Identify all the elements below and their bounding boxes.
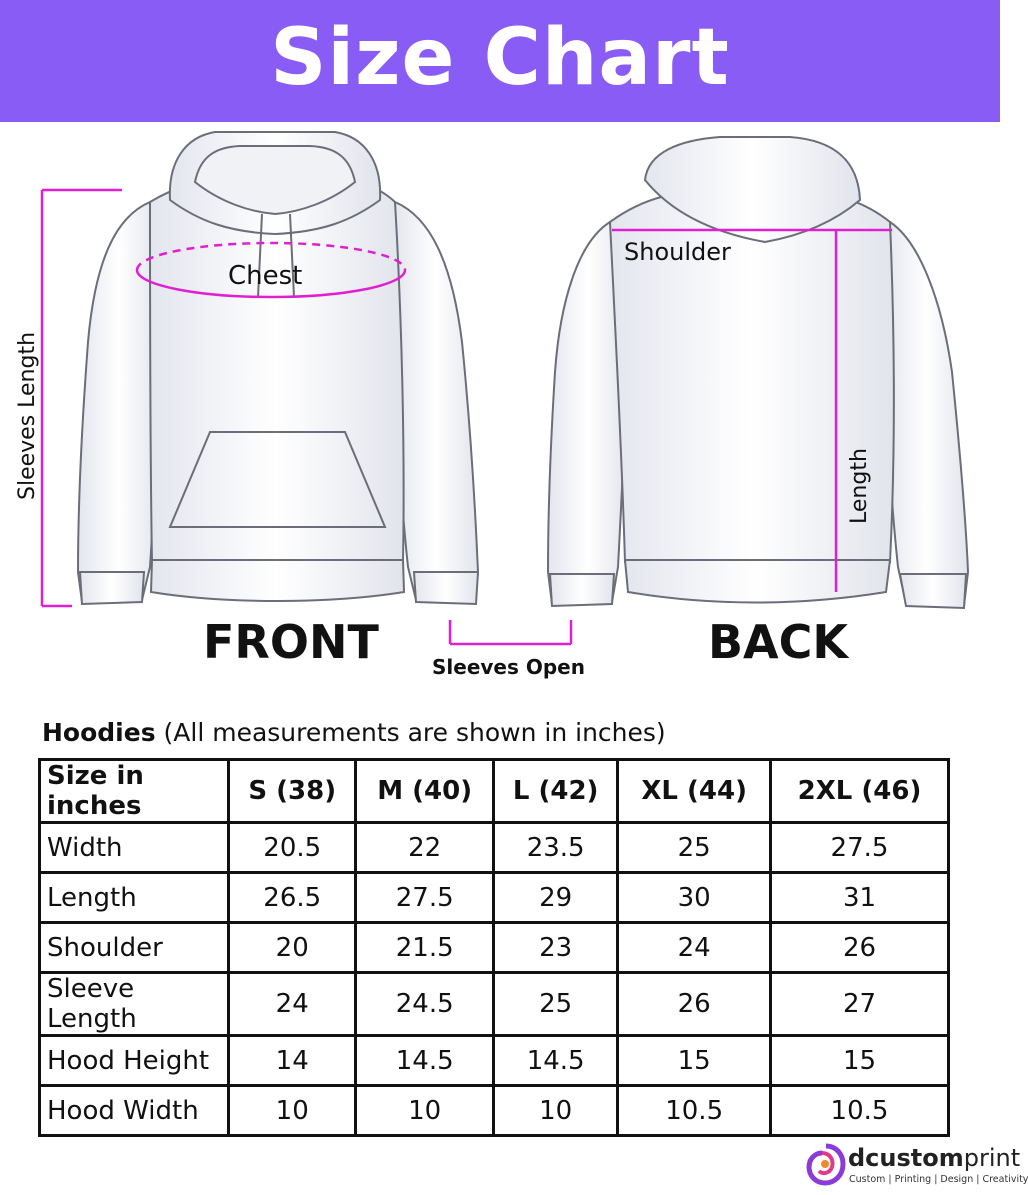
table-cell: 10 (493, 1086, 617, 1136)
column-header: XL (44) (618, 760, 771, 823)
table-row (40, 923, 949, 973)
table-cell: 30 (618, 873, 771, 923)
sleeves-open-label: Sleeves Open (432, 655, 585, 679)
brand-name-light: print (963, 1144, 1021, 1172)
brand-name-bold: dcustom (848, 1144, 964, 1172)
table-cell: 15 (770, 1036, 948, 1086)
table-cell: 10.5 (770, 1086, 948, 1136)
brand-name (848, 1144, 1020, 1172)
table-cell: 27.5 (770, 823, 948, 873)
table-cell: 24 (229, 973, 356, 1036)
table-cell: 14 (229, 1036, 356, 1086)
row-label: Length (40, 873, 229, 923)
caption-note: (All measurements are shown in inches) (155, 718, 666, 747)
hoodie-diagram (0, 122, 1000, 692)
table-cell: 27.5 (356, 873, 493, 923)
table-cell: 25 (618, 823, 771, 873)
column-header: M (40) (356, 760, 493, 823)
table-cell: 15 (618, 1036, 771, 1086)
brand-logo (806, 1140, 1028, 1190)
column-header: L (42) (493, 760, 617, 823)
caption-product: Hoodies (42, 718, 156, 747)
table-header-row (40, 760, 949, 823)
table-cell: 14.5 (493, 1036, 617, 1086)
back-label: BACK (708, 615, 849, 669)
table-cell: 23 (493, 923, 617, 973)
chest-label: Chest (228, 261, 303, 291)
table-cell: 26 (770, 923, 948, 973)
column-header: 2XL (46) (770, 760, 948, 823)
table-cell: 22 (356, 823, 493, 873)
table-cell: 21.5 (356, 923, 493, 973)
table-cell: 20 (229, 923, 356, 973)
row-label: Sleeve Length (40, 973, 229, 1036)
table-cell: 10 (356, 1086, 493, 1136)
table-cell: 31 (770, 873, 948, 923)
page-title: Size Chart (270, 13, 730, 103)
table-cell: 10 (229, 1086, 356, 1136)
table-cell: 29 (493, 873, 617, 923)
length-label: Length (847, 448, 872, 524)
row-label: Shoulder (40, 923, 229, 973)
front-label: FRONT (203, 615, 379, 669)
table-row (40, 823, 949, 873)
row-label: Hood Width (40, 1086, 229, 1136)
table-row (40, 1036, 949, 1086)
table-caption (42, 718, 666, 747)
table-row (40, 973, 949, 1036)
title-banner (0, 0, 1000, 122)
column-header: Size in inches (40, 760, 229, 823)
table-row (40, 873, 949, 923)
row-label: Width (40, 823, 229, 873)
front-hoodie-illustration (78, 132, 478, 604)
table-cell: 27 (770, 973, 948, 1036)
table-cell: 24.5 (356, 973, 493, 1036)
table-cell: 26.5 (229, 873, 356, 923)
brand-tagline: Custom | Printing | Design | Creativity (849, 1174, 1028, 1185)
table-cell: 14.5 (356, 1036, 493, 1086)
back-hoodie-illustration (548, 137, 968, 608)
sleeves-length-label: Sleeves Length (15, 331, 40, 500)
row-label: Hood Height (40, 1036, 229, 1086)
table-cell: 24 (618, 923, 771, 973)
table-cell: 10.5 (618, 1086, 771, 1136)
shoulder-label: Shoulder (624, 238, 731, 266)
table-cell: 23.5 (493, 823, 617, 873)
brand-mark-icon (806, 1142, 846, 1186)
table-cell: 26 (618, 973, 771, 1036)
table-cell: 25 (493, 973, 617, 1036)
size-table (38, 758, 950, 1137)
column-header: S (38) (229, 760, 356, 823)
table-cell: 20.5 (229, 823, 356, 873)
table-row (40, 1086, 949, 1136)
